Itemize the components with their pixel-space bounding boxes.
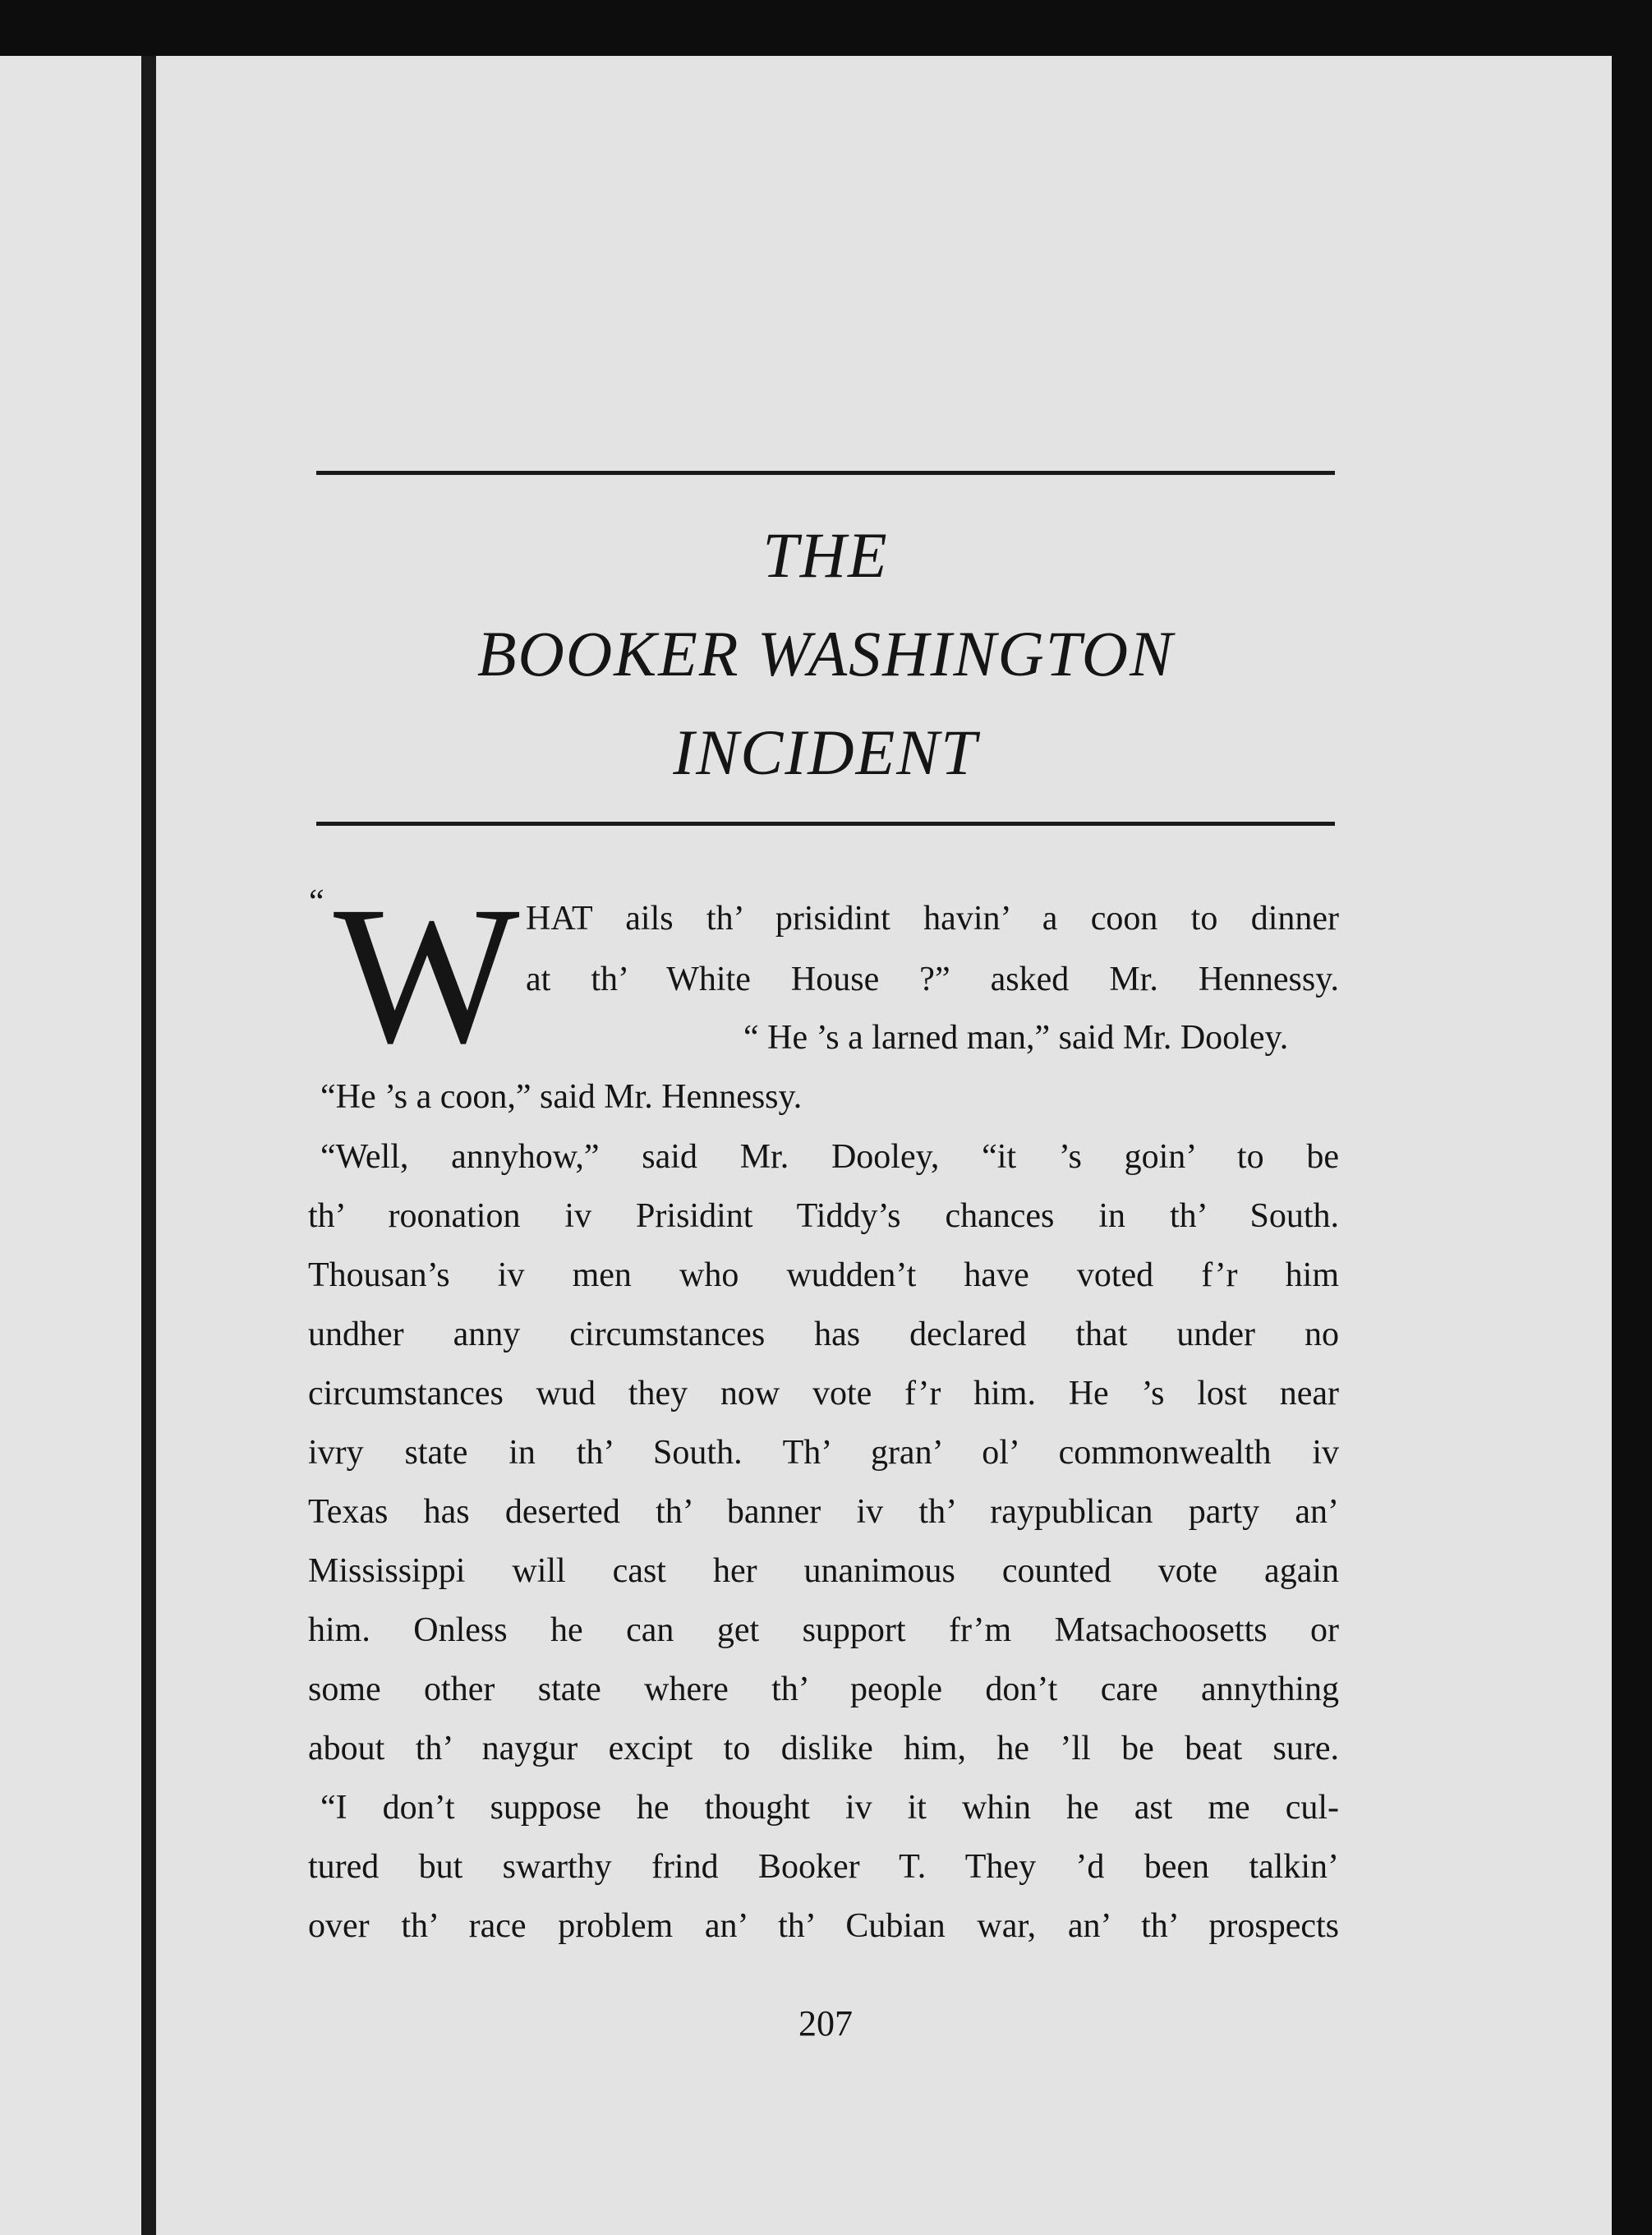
body-line: “I don’t suppose he thought iv it whin he ast me cul-: [320, 1789, 1339, 1827]
body-line: undher anny circumstances has declared that under no: [308, 1316, 1339, 1353]
title-line-2: BOOKER WASHINGTON: [476, 618, 1175, 689]
body-line: “Well, annyhow,” said Mr. Dooley, “it ’s goin’ to be: [320, 1138, 1339, 1176]
body-line: tured but swarthy frind Booker T. They ’d been talkin’: [308, 1848, 1339, 1886]
scan-border: [1612, 56, 1652, 2235]
body-line: th’ roonation iv Prisidint Tiddy’s chances in th’ South.: [308, 1197, 1339, 1235]
opening-line-3: “ He ’s a larned man,” said Mr. Dooley.: [743, 1019, 1289, 1057]
book-spine: [141, 56, 156, 2235]
page-number: 207: [798, 2003, 853, 2044]
body-line: over th’ race problem an’ th’ Cubian war, an’ th’ prospects: [308, 1907, 1339, 1945]
opening-line-2: at th’ White House ?” asked Mr. Hennessy.: [526, 961, 1339, 998]
body-line: him. Onless he can get support fr’m Matsachoosetts or: [308, 1611, 1339, 1649]
page: [156, 56, 1612, 2235]
title-rule-bottom: [316, 822, 1335, 826]
facing-page-edge: [0, 56, 141, 2235]
opening-line-1: HAT ails th’ prisidint havin’ a coon to dinner: [526, 900, 1339, 938]
drop-cap: W: [334, 865, 520, 1084]
body-line: Thousan’s iv men who wudden’t have voted f’r him: [308, 1256, 1339, 1294]
chapter-title: [316, 506, 1335, 802]
body-line: about th’ naygur excipt to dislike him, he ’ll be beat sure.: [308, 1730, 1339, 1767]
body-line: ivry state in th’ South. Th’ gran’ ol’ commonwealth iv: [308, 1434, 1339, 1472]
title-rule-top: [316, 471, 1335, 475]
body-line: Texas has deserted th’ banner iv th’ raypublican party an’: [308, 1493, 1339, 1531]
body-line: “He ’s a coon,” said Mr. Hennessy.: [320, 1078, 803, 1116]
body-line: some other state where th’ people don’t care annything: [308, 1670, 1339, 1708]
opening-quote-mark: “: [309, 883, 324, 921]
title-line-3: INCIDENT: [673, 717, 978, 788]
body-line: circumstances wud they now vote f’r him. He ’s lost near: [308, 1375, 1339, 1412]
body-line: Mississippi will cast her unanimous counted vote again: [308, 1552, 1339, 1590]
title-line-1: THE: [762, 519, 889, 591]
